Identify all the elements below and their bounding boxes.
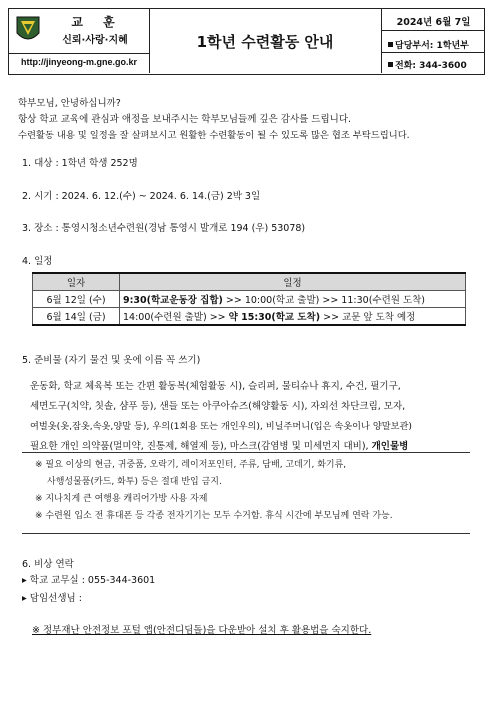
supplies-line: 운동화, 학교 체육복 또는 간편 활동복(체험활동 시), 슬리퍼, 물티슈나 휴지, 수건, 필기구, (30, 381, 401, 392)
dept-value: 1학년부 (436, 41, 469, 51)
schedule-detail (120, 308, 466, 326)
schedule-table (32, 272, 466, 326)
department-info (388, 38, 469, 51)
schedule-date: 6월 12일 (수) (33, 291, 120, 308)
divider (382, 52, 485, 53)
item-emergency-title: 6. 비상 연락 (22, 559, 74, 570)
schedule-date: 6월 14일 (금) (33, 308, 120, 326)
table-row (33, 291, 466, 308)
divider (382, 30, 485, 31)
supplies-line: 여벌옷(옷,잠옷,속옷,양말 등), 우의(1회용 또는 개인우의), 비닐주머니(입은 속옷이나 양말보관) (30, 421, 412, 432)
tel-label: 전화: (395, 61, 416, 71)
schedule-text: 14:00(수련원 출발) >> (123, 312, 229, 323)
column-header-date: 일자 (33, 273, 120, 291)
supplies-line: 세면도구(치약, 칫솔, 샴푸 등), 샌들 또는 아쿠아슈즈(해양활동 시), 자외선 차단크림, 모자, (30, 401, 406, 412)
document-date: 2024년 6월 7일 (396, 17, 471, 28)
note-item: ※ 필요 이상의 현금, 귀중품, 오락기, 레이저포인터, 주류, 담배, 고데기, 화기류, (35, 460, 347, 470)
school-emblem-icon (15, 15, 41, 45)
schedule-text: >> 교문 앞 도착 예정 (320, 312, 416, 323)
item-supplies-title: 5. 준비물 (자기 물건 및 옷에 이름 꼭 쓰기) (22, 355, 201, 366)
document-header (8, 8, 485, 75)
item-place: 3. 장소 : 통영시청소년수련원(경남 통영시 발개로 194 (우) 53078) (22, 223, 306, 234)
column-header-schedule: 일정 (120, 273, 466, 291)
item-period: 2. 시기 : 2024. 6. 12.(수) ~ 2024. 6. 14.(금) 2박 3일 (22, 191, 261, 202)
schedule-detail (120, 291, 466, 308)
divider (22, 533, 470, 534)
motto-title: 교 훈 (71, 15, 123, 29)
note-item-continued: 사행성물품(카드, 화투) 등은 절대 반입 금지. (47, 477, 222, 487)
table-header-row (33, 273, 466, 291)
notes-list (35, 457, 393, 525)
supplies-text: 필요한 개인 의약품(멀미약, 진통제, 해열제 등), 마스크(감염병 및 미세먼지 대비), (30, 441, 372, 452)
document-meta-box (381, 9, 485, 73)
intro-line-1: 항상 학교 교육에 관심과 애정을 보내주시는 학부모님들께 깊은 감사를 드립니다. (18, 114, 352, 125)
supplies-highlight: 개인물병 (371, 441, 409, 452)
schedule-highlight: 약 15:30(학교 도착) (228, 312, 321, 323)
item-target: 1. 대상 : 1학년 학생 252명 (22, 158, 138, 169)
bullet-square-icon (388, 42, 393, 47)
emergency-office: ▸ 학교 교무실 : 055-344-3601 (22, 575, 156, 586)
document-title: 1학년 수련활동 안내 (196, 32, 334, 51)
schedule-text: >> 10:00(학교 출발) >> 11:30(수련원 도착) (222, 295, 426, 306)
supplies-line (30, 437, 470, 457)
safety-app-notice: ※ 정부재난 안전정보 포털 앱(안전디딤돌)을 다운받아 설치 후 활용법을 숙지한다. (32, 625, 372, 636)
phone-info (388, 58, 467, 71)
emergency-teacher: ▸ 담임선생님 : (22, 593, 82, 604)
motto-values: 신뢰·사랑·지혜 (62, 35, 128, 46)
note-item: ※ 수련원 입소 전 휴대폰 등 각종 전자기기는 모두 수거함. 휴식 시간에 부모님께 연락 가능. (35, 511, 393, 521)
divider (22, 452, 470, 453)
tel-value: 344-3600 (419, 61, 467, 71)
intro-line-2: 수련활동 내용 및 일정을 잘 살펴보시고 원활한 수련활동이 될 수 있도록 많은 협조 부탁드립니다. (18, 130, 410, 141)
school-info-box (9, 9, 150, 73)
table-row (33, 308, 466, 326)
item-schedule-title: 4. 일정 (22, 256, 53, 267)
note-item: ※ 지나치게 큰 여행용 캐리어가방 사용 자제 (35, 494, 208, 504)
supplies-list (30, 377, 470, 457)
schedule-highlight: 9:30(학교운동장 집합) (123, 295, 223, 306)
school-url: http://jinyeong-m.gne.go.kr (21, 57, 137, 67)
dept-label: 담당부서: (395, 41, 434, 51)
bullet-square-icon (388, 62, 393, 67)
url-row (9, 53, 149, 74)
greeting: 학부모님, 안녕하십니까? (18, 98, 121, 109)
